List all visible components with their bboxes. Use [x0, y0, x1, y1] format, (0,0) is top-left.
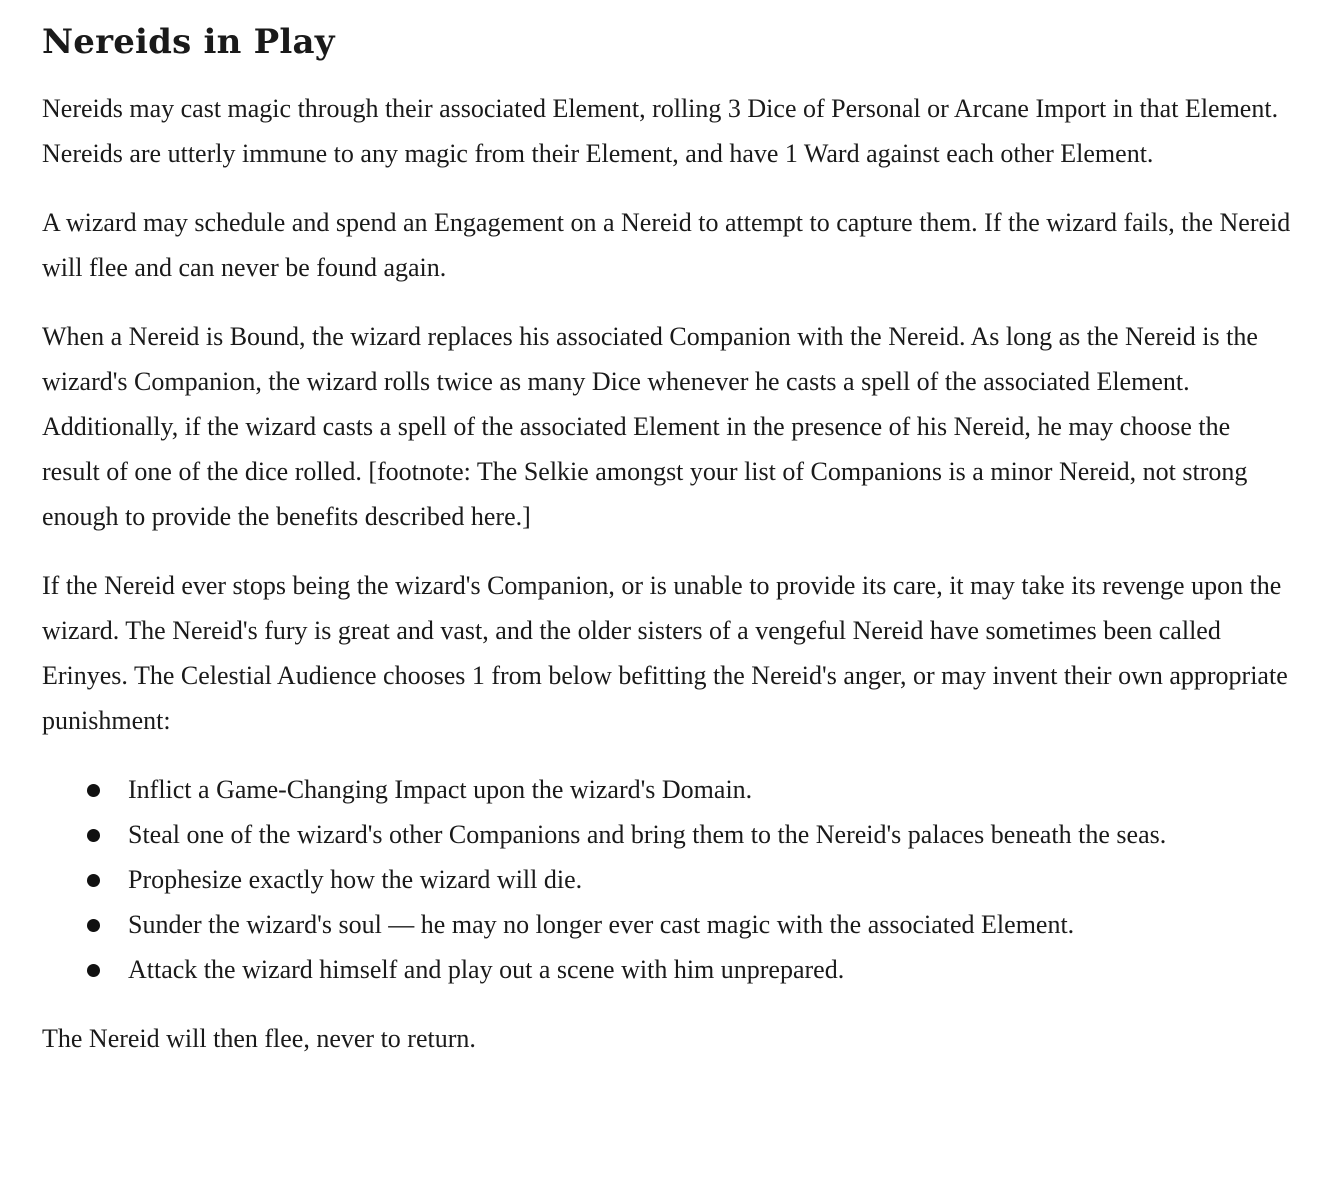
- paragraph-capture: A wizard may schedule and spend an Engagement on a Nereid to attempt to capture them. If the wizard fails, the Nereid will flee and can never be found again.: [42, 208, 1291, 282]
- document-page: [42, 14, 1292, 1085]
- paragraph-revenge: If the Nereid ever stops being the wizard's Companion, or is unable to provide its care, it may take its revenge upon the wizard. The Nereid's fury is great and vast, and the older sisters of a vengeful Nereid have sometimes been called Erinyes. The Celestial Audience chooses 1 from below befitting the Nereid's anger, or may invent their own appropriate punishment:: [42, 571, 1288, 735]
- paragraph-bound-nereid: When a Nereid is Bound, the wizard replaces his associated Companion with the Nereid. As long as the Nereid is the wizard's Companion, the wizard rolls twice as many Dice whenever he casts a spell of the associated Element. Additionally, if the wizard casts a spell of the associated Element in the presence of his Nereid, he may choose the result of one of the dice rolled. [footnote: The Selkie amongst your list of Companions is a minor Nereid, not strong enough to provide the benefits described here.]: [42, 322, 1258, 531]
- closing-paragraph: The Nereid will then flee, never to return.: [42, 1024, 476, 1053]
- list-item-text: Sunder the wizard's soul — he may no longer ever cast magic with the associated Element.: [128, 910, 1075, 939]
- list-item-text: Prophesize exactly how the wizard will die.: [128, 865, 583, 894]
- list-item: [42, 857, 1292, 902]
- list-item-text: Steal one of the wizard's other Companions and bring them to the Nereid's palaces beneath the seas.: [128, 820, 1167, 849]
- punishment-list: [42, 767, 1292, 992]
- paragraph-casting-magic: Nereids may cast magic through their associated Element, rolling 3 Dice of Personal or Arcane Import in that Element. Nereids are utterly immune to any magic from their Element, and have 1 Ward against each other Element.: [42, 94, 1279, 168]
- list-item: [42, 902, 1292, 947]
- bullet-icon: [87, 874, 100, 887]
- bullet-icon: [87, 829, 100, 842]
- list-item: [42, 947, 1292, 992]
- bullet-icon: [87, 784, 100, 797]
- list-item: [42, 767, 1292, 812]
- bullet-icon: [87, 964, 100, 977]
- bullet-icon: [87, 919, 100, 932]
- section-title: Nereids in Play: [42, 22, 335, 62]
- list-item-text: Attack the wizard himself and play out a scene with him unprepared.: [128, 955, 845, 984]
- list-item-text: Inflict a Game-Changing Impact upon the wizard's Domain.: [128, 775, 753, 804]
- list-item: [42, 812, 1292, 857]
